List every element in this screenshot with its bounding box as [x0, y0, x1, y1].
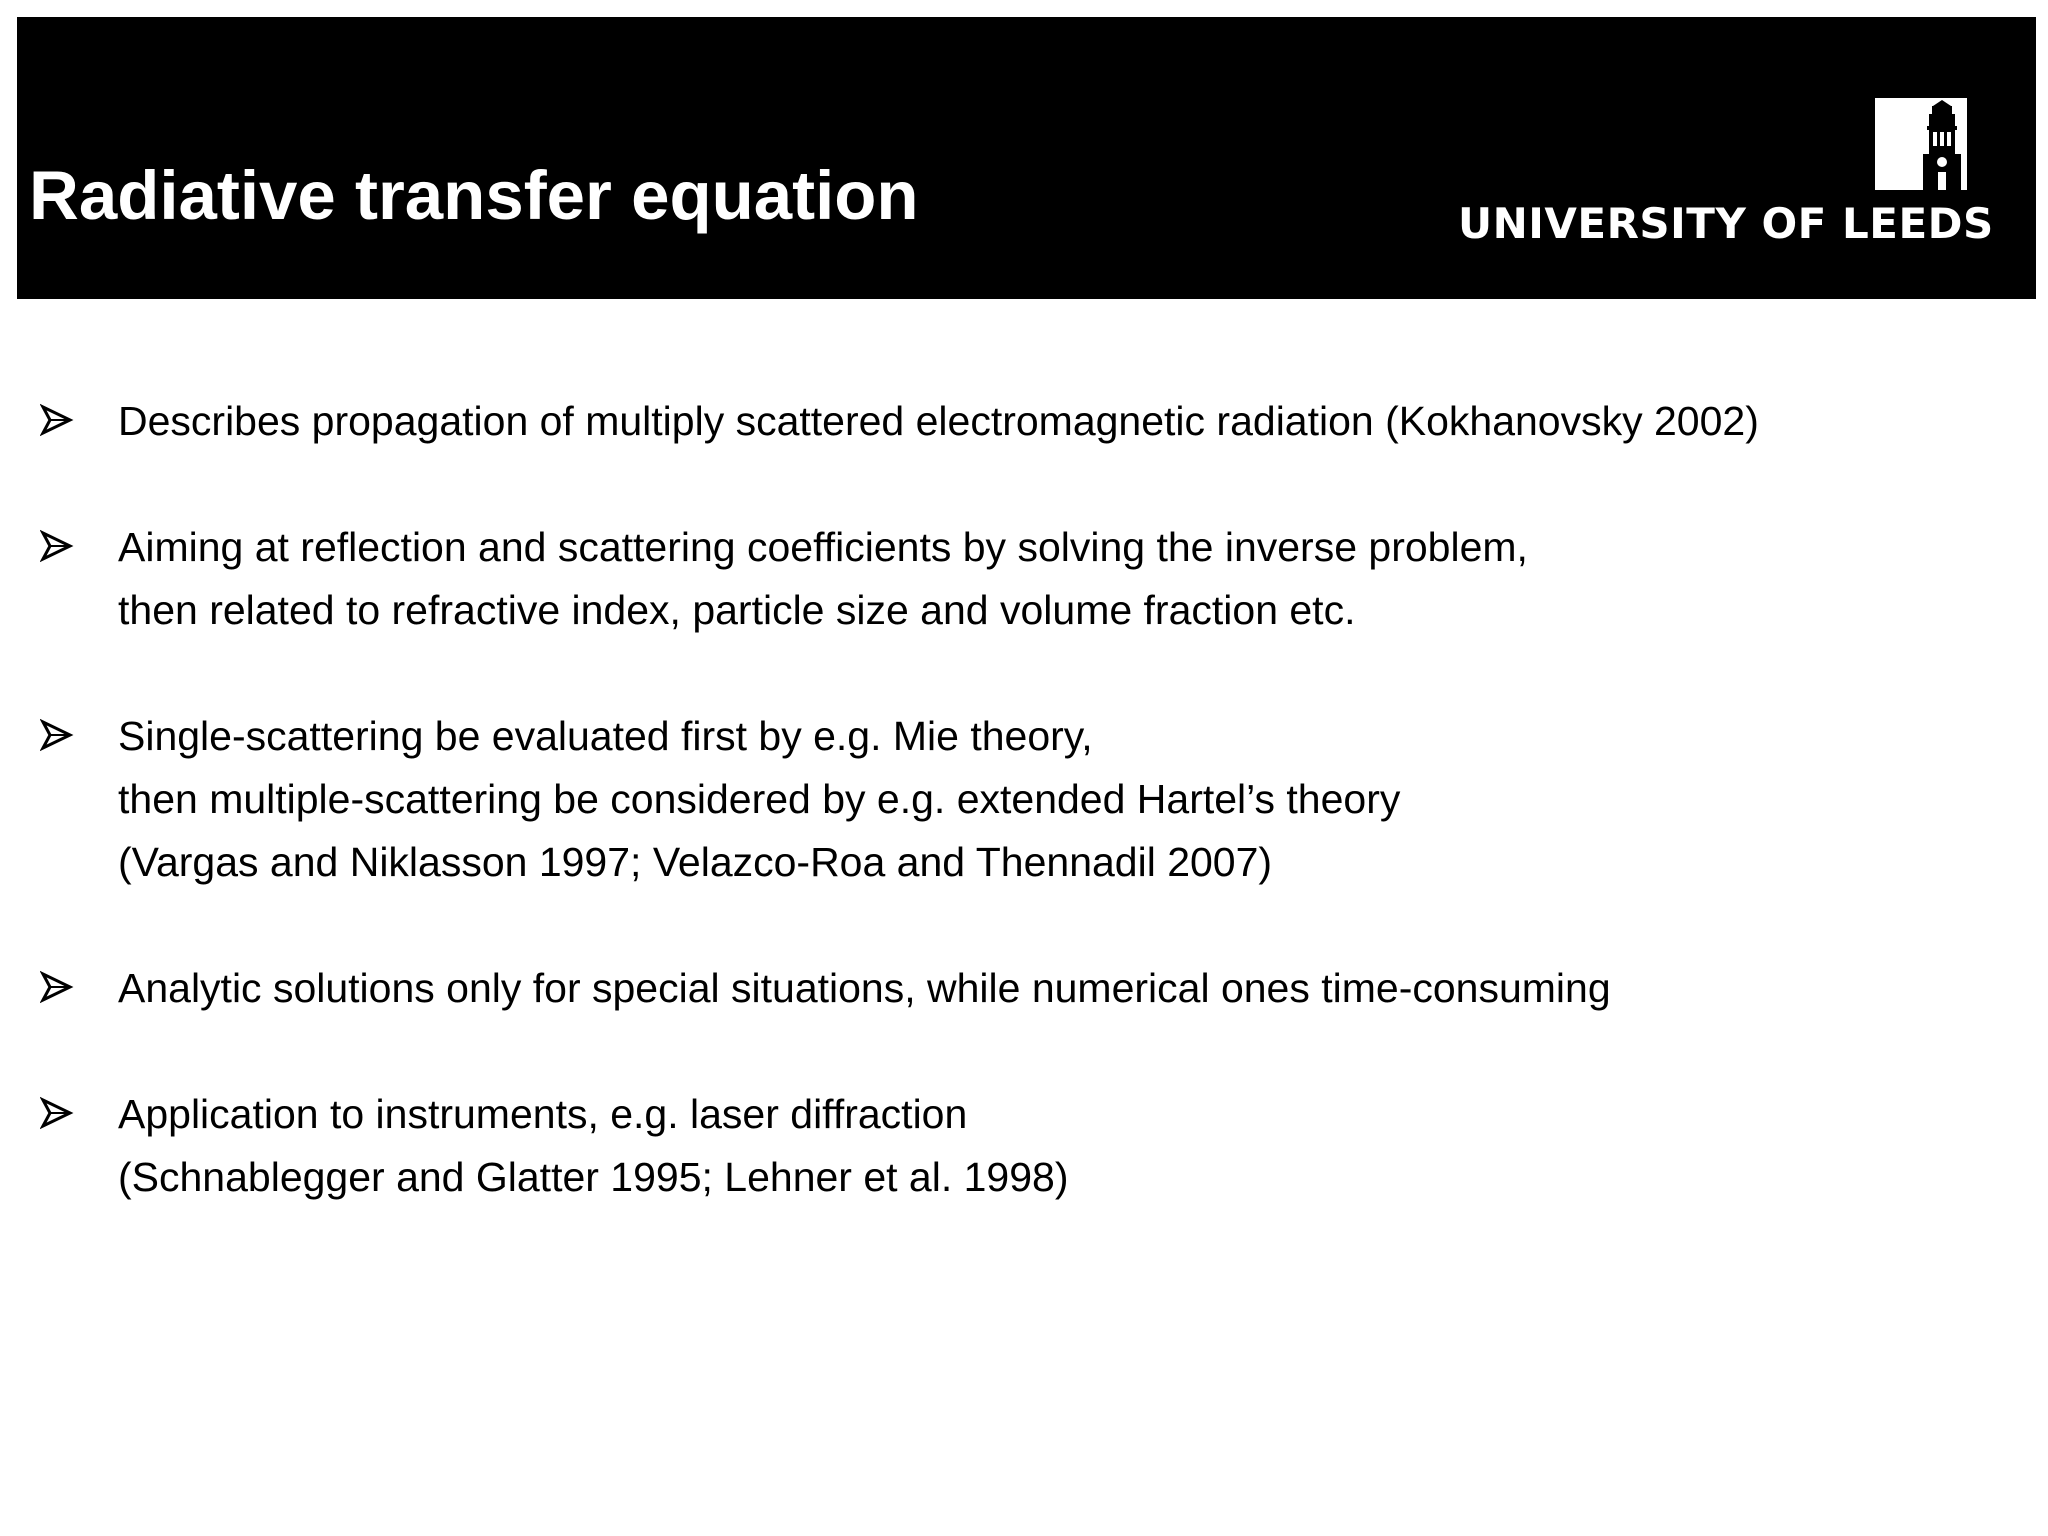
bullet-item — [40, 705, 2000, 894]
slide-title: Radiative transfer equation — [29, 157, 919, 234]
bullet-text-line: Single-scattering be evaluated first by e.g. Mie theory, — [118, 713, 1093, 759]
bullet-text-line: (Vargas and Niklasson 1997; Velazco-Roa and Thennadil 2007) — [118, 839, 1273, 885]
bullet-text-line: Describes propagation of multiply scattered electromagnetic radiation (Kokhanovsky 2002) — [118, 398, 1759, 444]
arrowhead-bullet-icon — [40, 529, 74, 563]
university-logo — [1438, 80, 1994, 260]
bullet-text-line: then multiple-scattering be considered by e.g. extended Hartel’s theory — [118, 776, 1401, 822]
arrowhead-bullet-icon — [40, 718, 74, 752]
bullet-text-line: then related to refractive index, particle size and volume fraction etc. — [118, 587, 1356, 633]
bullet-text-line: (Schnablegger and Glatter 1995; Lehner et al. 1998) — [118, 1154, 1069, 1200]
arrowhead-bullet-icon — [40, 1096, 74, 1130]
bullet-item — [40, 390, 2000, 453]
university-name: UNIVERSITY OF LEEDS — [1458, 199, 1994, 248]
bullet-text-line: Aiming at reflection and scattering coefficients by solving the inverse problem, — [118, 524, 1528, 570]
university-tower-icon — [1875, 98, 1967, 190]
bullet-text-line: Application to instruments, e.g. laser diffraction — [118, 1091, 968, 1137]
arrowhead-bullet-icon — [40, 970, 74, 1004]
bullet-item — [40, 516, 2000, 642]
bullet-item — [40, 1083, 2000, 1209]
bullet-text-line: Analytic solutions only for special situations, while numerical ones time-consuming — [118, 965, 1611, 1011]
bullet-list — [40, 390, 2000, 1272]
bullet-item — [40, 957, 2000, 1020]
arrowhead-bullet-icon — [40, 403, 74, 437]
